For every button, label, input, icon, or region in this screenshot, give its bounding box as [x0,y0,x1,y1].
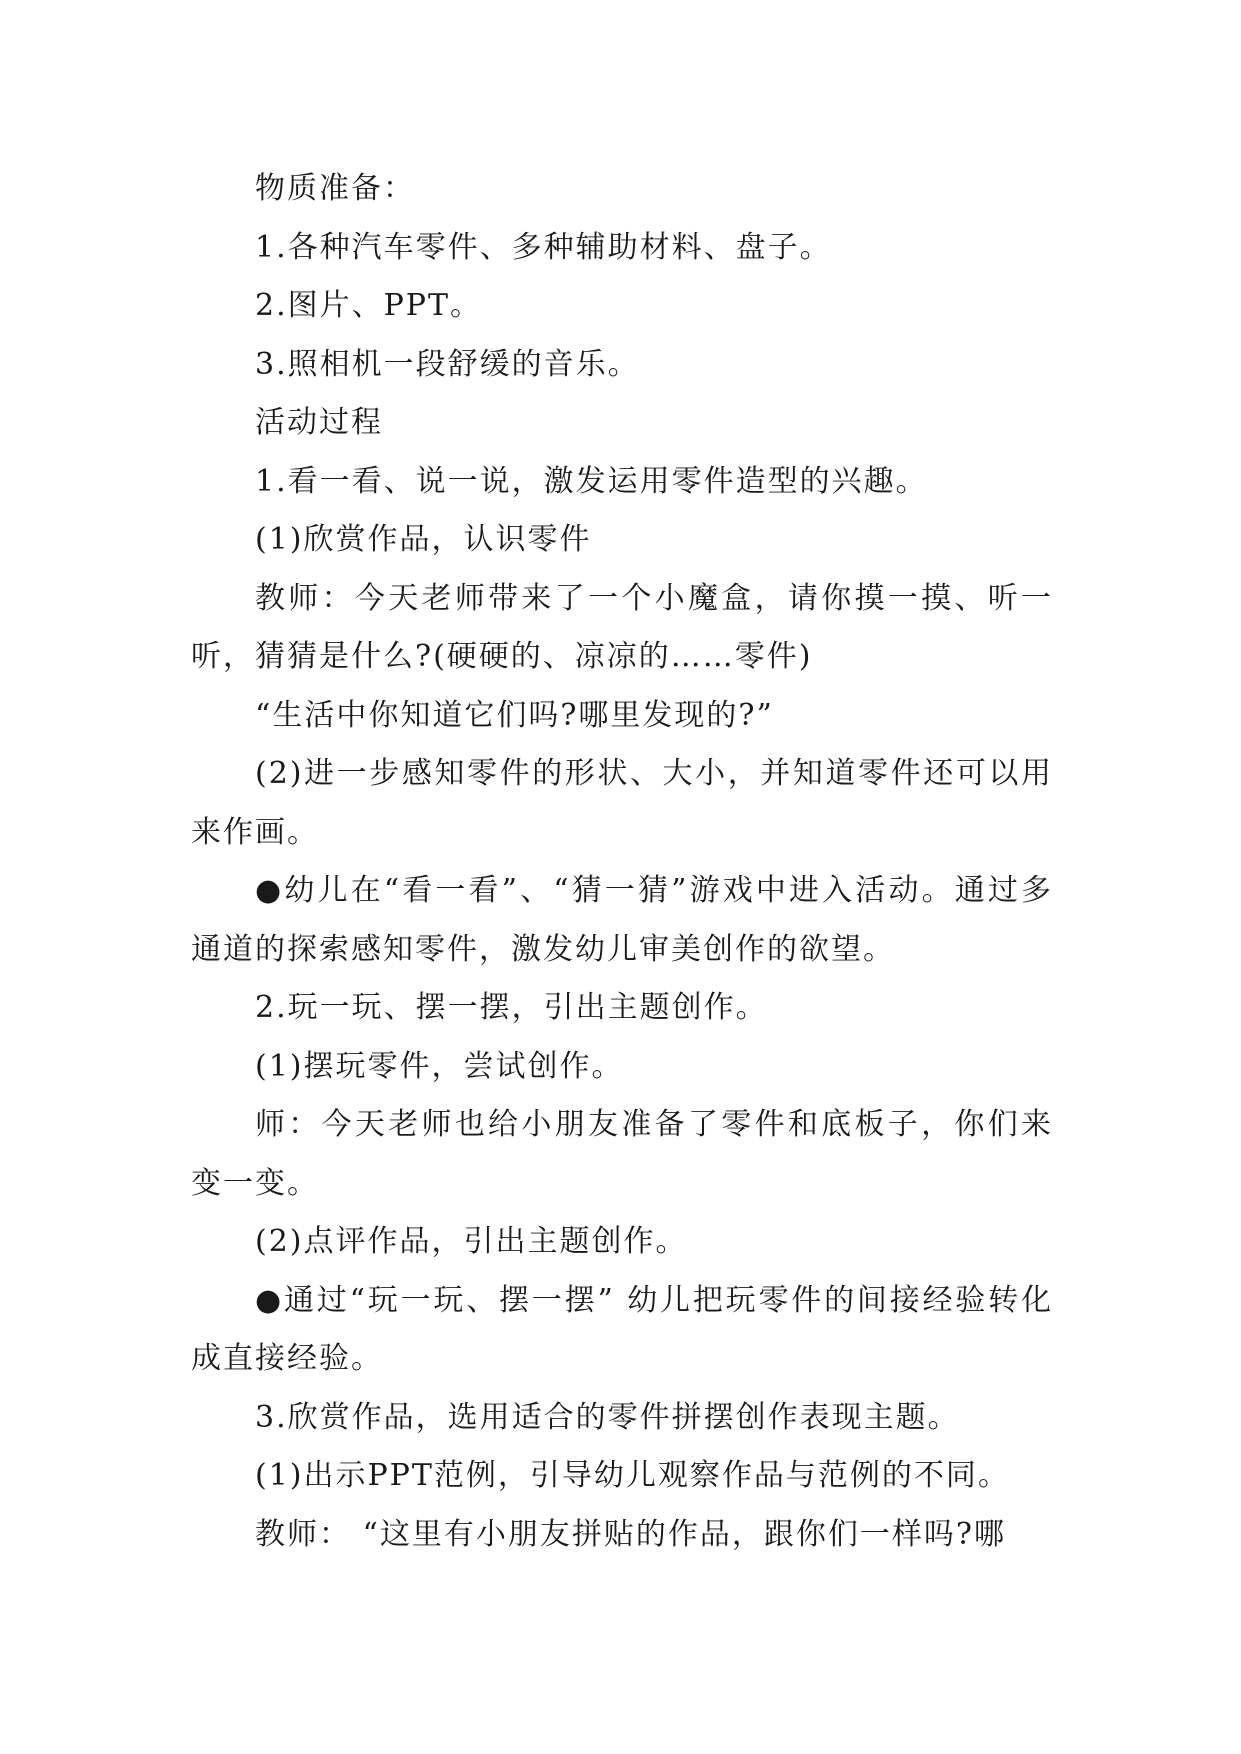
paragraph-step-3: 3.欣赏作品，选用适合的零件拼摆创作表现主题。 [255,1399,960,1435]
paragraph-teacher-2: 师：今天老师也给小朋友准备了零件和底板子，你们来变一变。 [191,1107,1053,1201]
paragraph-note-2: ●通过“玩一玩、摆一摆” 幼儿把玩零件的间接经验转化成直接经验。 [191,1282,1053,1376]
paragraph-material-1: 1.各种汽车零件、多种辅助材料、盘子。 [255,229,832,265]
paragraph-process-heading: 活动过程 [255,405,383,440]
paragraph-step-1-2: (2)进一步感知零件的形状、大小，并知道零件还可以用来作画。 [191,756,1053,850]
paragraph-materials-heading: 物质准备： [255,171,415,206]
paragraph-step-1-1: (1)欣赏作品，认识零件 [255,522,592,557]
paragraph-quote-1: “生活中你知道它们吗?哪里发现的?” [255,697,774,733]
paragraph-step-2-1: (1)摆玩零件，尝试创作。 [255,1048,624,1084]
paragraph-material-3: 3.照相机一段舒缓的音乐。 [255,346,640,382]
document-body [191,160,1053,1564]
paragraph-step-3-1: (1)出示PPT范例，引导幼儿观察作品与范例的不同。 [255,1458,1010,1493]
paragraph-step-2: 2.玩一玩、摆一摆，引出主题创作。 [255,990,768,1025]
paragraph-material-2: 2.图片、PPT。 [255,288,483,323]
paragraph-step-1: 1.看一看、说一说，激发运用零件造型的兴趣。 [255,463,928,499]
paragraph-teacher-3: 教师： “这里有小朋友拼贴的作品，跟你们一样吗?哪 [255,1516,1006,1552]
paragraph-note-1: ●幼儿在“看一看”、“猜一猜”游戏中进入活动。通过多通道的探索感知零件，激发幼儿审美创作的欲望。 [191,873,1053,967]
paragraph-step-2-2: (2)点评作品，引出主题创作。 [255,1224,688,1259]
paragraph-teacher-1: 教师：今天老师带来了一个小魔盒，请你摸一摸、听一听，猜猜是什么?(硬硬的、凉凉的……零件) [191,580,1053,674]
